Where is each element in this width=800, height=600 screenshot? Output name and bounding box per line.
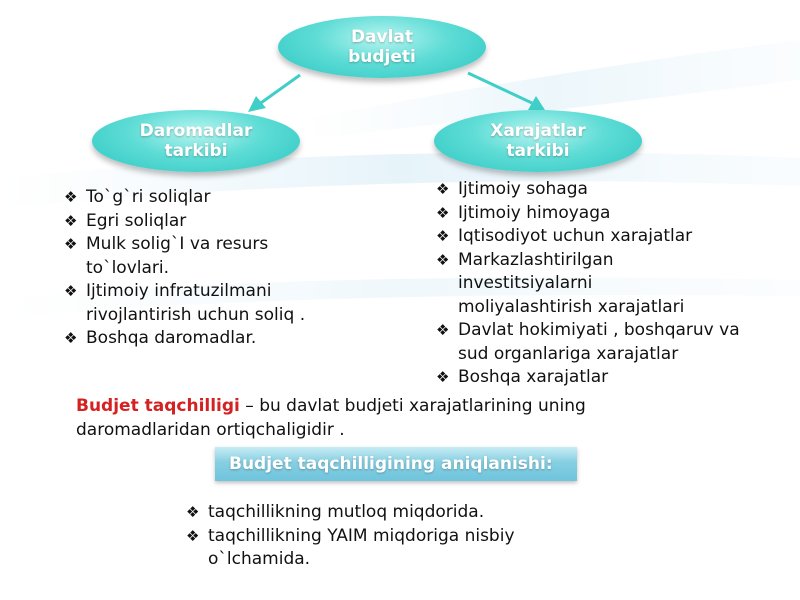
expense-list (434, 178, 774, 390)
list-item (434, 366, 774, 390)
list-item (434, 319, 774, 366)
node-label-line2: tarkibi (506, 141, 570, 161)
diamond-bullet-icon: ❖ (64, 282, 78, 300)
node-label-line2: tarkibi (164, 141, 228, 161)
list-item (434, 249, 774, 320)
arrow-left (258, 75, 300, 105)
diamond-bullet-icon: ❖ (436, 203, 450, 222)
node-label-line1: Xarajatlar (490, 121, 586, 141)
section-banner: Budjet taqchilligining aniqlanishi: (215, 447, 577, 481)
list-item-text: Iqtisodiyot uchun xarajatlar (458, 226, 693, 246)
list-item (62, 280, 362, 327)
diamond-bullet-icon: ❖ (436, 227, 450, 245)
diamond-bullet-icon: ❖ (436, 250, 450, 269)
definition-text: – bu davlat budjeti xarajatlarining uning daromadlaridan ortiqchaligidir . (76, 396, 586, 440)
definition-term: Budjet taqchilligi (76, 396, 240, 416)
arrow-left-head (248, 96, 266, 112)
list-item (62, 327, 362, 351)
list-item-text: Boshqa xarajatlar (458, 367, 609, 387)
diamond-bullet-icon: ❖ (186, 503, 200, 521)
diamond-bullet-icon: ❖ (436, 368, 450, 386)
list-item-text: Davlat hokimiyati , boshqaruv va sud organlariga xarajatlar (458, 320, 740, 364)
income-list (62, 186, 362, 351)
diamond-bullet-icon: ❖ (64, 329, 78, 347)
list-item (434, 225, 774, 249)
list-item-text: To`g`ri soliqlar (86, 187, 211, 207)
node-daromadlar-tarkibi (92, 110, 300, 172)
diamond-bullet-icon: ❖ (186, 526, 200, 545)
list-item (62, 233, 362, 280)
definition-paragraph (76, 394, 676, 442)
list-item-text: Ijtimoiy himoyaga (458, 202, 611, 223)
list-item-text: Egri soliqlar (86, 210, 187, 231)
node-xarajatlar-tarkibi (434, 110, 642, 172)
list-item-text: Ijtimoiy infratuzilmani rivojlantirish uchun soliq . (86, 281, 306, 325)
node-davlat-budjeti (278, 16, 486, 78)
node-label-line1: Davlat (350, 27, 414, 47)
diamond-bullet-icon: ❖ (64, 188, 78, 206)
list-item-text: taqchillikning mutloq miqdorida. (208, 502, 485, 522)
node-label-line2: budjeti (348, 47, 416, 67)
list-item-text: taqchillikning YAIM miqdoriga nisbiy o`lchamida. (208, 525, 515, 569)
diamond-bullet-icon: ❖ (64, 211, 78, 230)
list-item-text: Boshqa daromadlar. (86, 328, 257, 348)
list-item (434, 178, 774, 202)
list-item (62, 186, 362, 210)
list-item (434, 202, 774, 226)
list-item-text: Ijtimoiy sohaga (458, 179, 588, 199)
method-list (184, 501, 604, 572)
list-item-text: Mulk solig`I va resurs to`lovlari. (86, 234, 269, 278)
diamond-bullet-icon: ❖ (64, 235, 78, 253)
diamond-bullet-icon: ❖ (436, 180, 450, 198)
list-item (184, 525, 604, 572)
list-item-text: Markazlashtirilgan investitsiyalarni moliyalashtirish xarajatlari (458, 249, 685, 317)
list-item (62, 210, 362, 234)
node-label-line1: Daromadlar (139, 121, 253, 141)
diamond-bullet-icon: ❖ (436, 321, 450, 339)
list-item (184, 501, 604, 525)
